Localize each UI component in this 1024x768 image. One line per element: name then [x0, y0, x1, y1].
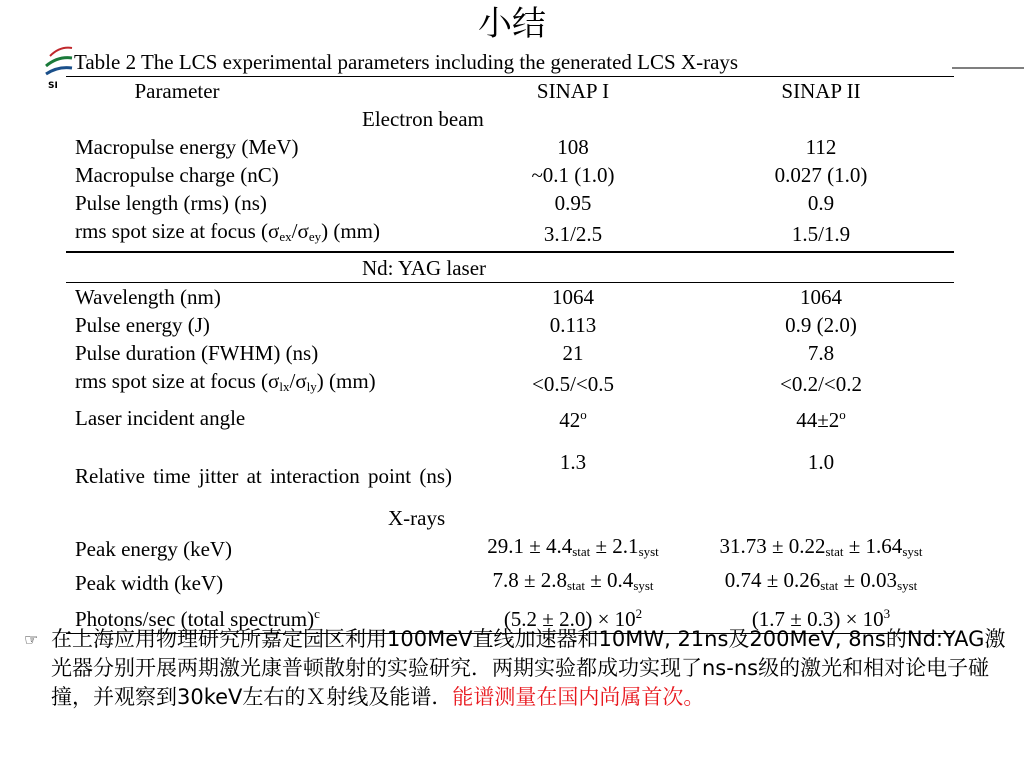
slide-title: 小结: [478, 4, 546, 44]
summary-text: [51, 625, 1014, 712]
spot-e-mid: /σ: [291, 219, 309, 243]
section-xray: X-rays: [388, 506, 446, 530]
row-sinap2: 7.8: [807, 341, 835, 365]
spot-l-sub2: ly: [306, 379, 317, 394]
table-row: [66, 566, 954, 600]
parameters-table: [66, 48, 954, 634]
photons-s1-sup: 2: [635, 606, 643, 621]
row-name: Relative time jitter at interaction point (ns): [75, 464, 452, 488]
pw-s2b: ± 0.03: [838, 568, 898, 592]
row-sinap1: [458, 566, 688, 600]
row-name: Peak width (keV): [75, 571, 224, 595]
spot-e-sub2: ey: [308, 229, 322, 244]
header-parameter: Parameter: [66, 77, 458, 106]
row-name: Macropulse charge (nC): [75, 163, 279, 187]
row-sinap1: 0.95: [554, 191, 592, 215]
section-electron-beam: Electron beam: [362, 107, 484, 131]
row-sinap2: <0.2/<0.2: [779, 372, 863, 396]
row-name: [66, 217, 458, 252]
row-sinap1: 3.1/2.5: [543, 222, 603, 246]
row-spacer: [66, 434, 954, 448]
row-sinap1: [458, 401, 688, 434]
table-row: [66, 161, 954, 189]
pe-s2b: ± 1.64: [843, 534, 903, 558]
row-sinap2: 0.9: [807, 191, 835, 215]
photons-name-sup: c: [314, 606, 320, 621]
row-name: Laser incident angle: [75, 405, 246, 430]
row-sinap2: 0.9 (2.0): [785, 313, 857, 337]
angle-s1: 42: [559, 408, 581, 432]
syst-sub: syst: [638, 544, 659, 559]
syst-sub: syst: [633, 578, 654, 593]
row-name: Macropulse energy (MeV): [75, 135, 299, 159]
row-sinap1: 108: [557, 135, 589, 159]
section-xray-row: [66, 504, 954, 532]
spot-e-post: ) (mm): [321, 219, 380, 243]
angle-s1-sup: o: [580, 407, 587, 422]
row-sinap1: 1.3: [559, 450, 587, 474]
table-row: [66, 401, 954, 434]
stat-sub: stat: [566, 578, 586, 593]
row-sinap2: [688, 532, 954, 566]
header-sinap-2: SINAP II: [688, 77, 954, 106]
spot-l-mid: /σ: [289, 369, 307, 393]
pw-s1a: 7.8 ± 2.8: [492, 568, 567, 592]
table-row: [66, 448, 954, 504]
stat-sub: stat: [820, 578, 839, 593]
row-sinap1: 1064: [458, 283, 688, 312]
table-row: [66, 311, 954, 339]
table-row: [66, 283, 954, 312]
spot-l-post: ) (mm): [316, 369, 376, 393]
row-sinap2: 0.027 (1.0): [774, 163, 868, 187]
header-rule: [952, 67, 1024, 69]
row-sinap2: [688, 566, 954, 600]
row-sinap1: <0.5/<0.5: [531, 372, 615, 396]
spot-e-pre: rms spot size at focus (σ: [75, 219, 280, 243]
row-sinap1: [458, 532, 688, 566]
row-sinap1: 0.113: [549, 313, 597, 337]
row-sinap2: 1.5/1.9: [791, 222, 851, 246]
pe-s1a: 29.1 ± 4.4: [487, 534, 573, 558]
table-caption: Table 2 The LCS experimental parameters including the generated LCS X-rays: [74, 50, 739, 74]
table-row: [66, 217, 954, 252]
pointing-hand-icon: ☞: [24, 630, 39, 649]
spot-l-sub1: lx: [279, 379, 290, 394]
row-name: Peak energy (keV): [75, 537, 233, 561]
pw-s1b: ± 0.4: [585, 568, 634, 592]
spot-e-sub1: ex: [279, 229, 292, 244]
summary-body: 在上海应用物理研究所嘉定园区利用100MeV直线加速器和10MW, 21ns及200MeV, 8ns的Nd:YAG激光器分别开展两期激光康普顿散射的实验研究．两期实验都成功实现了ns-ns级的激光和相对论电子碰撞，并观察到30keV左右的Ｘ射线及能谱．: [51, 627, 1006, 709]
pe-s1b: ± 2.1: [590, 534, 639, 558]
row-sinap2: 1.0: [807, 450, 835, 474]
row-name: Pulse duration (FWHM) (ns): [75, 341, 319, 365]
photons-s1: (5.2 ± 2.0) × 10: [503, 607, 636, 631]
section-electron-beam-row: [66, 105, 954, 133]
logo-text: SI: [48, 81, 58, 90]
stat-sub: stat: [572, 544, 591, 559]
row-sinap2: 1064: [688, 283, 954, 312]
table-row: [66, 532, 954, 566]
pw-s2a: 0.74 ± 0.26: [724, 568, 821, 592]
photons-name: Photons/sec (total spectrum): [75, 607, 315, 631]
pe-s2a: 31.73 ± 0.22: [719, 534, 826, 558]
angle-s2-sup: o: [839, 407, 846, 422]
summary-highlight: 能谱测量在国内尚属首次。: [452, 685, 705, 709]
row-sinap2: [688, 401, 954, 434]
syst-sub: syst: [897, 578, 918, 593]
table-row: [66, 133, 954, 161]
table-row: [66, 367, 954, 401]
section-laser-row: [66, 252, 954, 283]
row-name: Pulse energy (J): [75, 313, 210, 337]
table-row: [66, 339, 954, 367]
row-name: Wavelength (nm): [66, 283, 458, 312]
syst-sub: syst: [902, 544, 923, 559]
section-laser: Nd: YAG laser: [66, 252, 954, 283]
table-header-row: [66, 77, 954, 106]
header-sinap-1: SINAP I: [458, 77, 688, 106]
row-sinap1: 21: [562, 341, 584, 365]
angle-s2: 44±2: [796, 408, 840, 432]
row-sinap1: ~0.1 (1.0): [531, 163, 615, 187]
row-sinap2: 112: [805, 135, 837, 159]
table-row: [66, 189, 954, 217]
stat-sub: stat: [825, 544, 844, 559]
spot-l-pre: rms spot size at focus (σ: [75, 369, 280, 393]
photons-s2-sup: 3: [883, 606, 891, 621]
summary-bullet: [24, 625, 1014, 712]
row-name: [66, 367, 458, 401]
photons-s2: (1.7 ± 0.3) × 10: [751, 607, 884, 631]
row-name: Pulse length (rms) (ns): [75, 191, 267, 215]
